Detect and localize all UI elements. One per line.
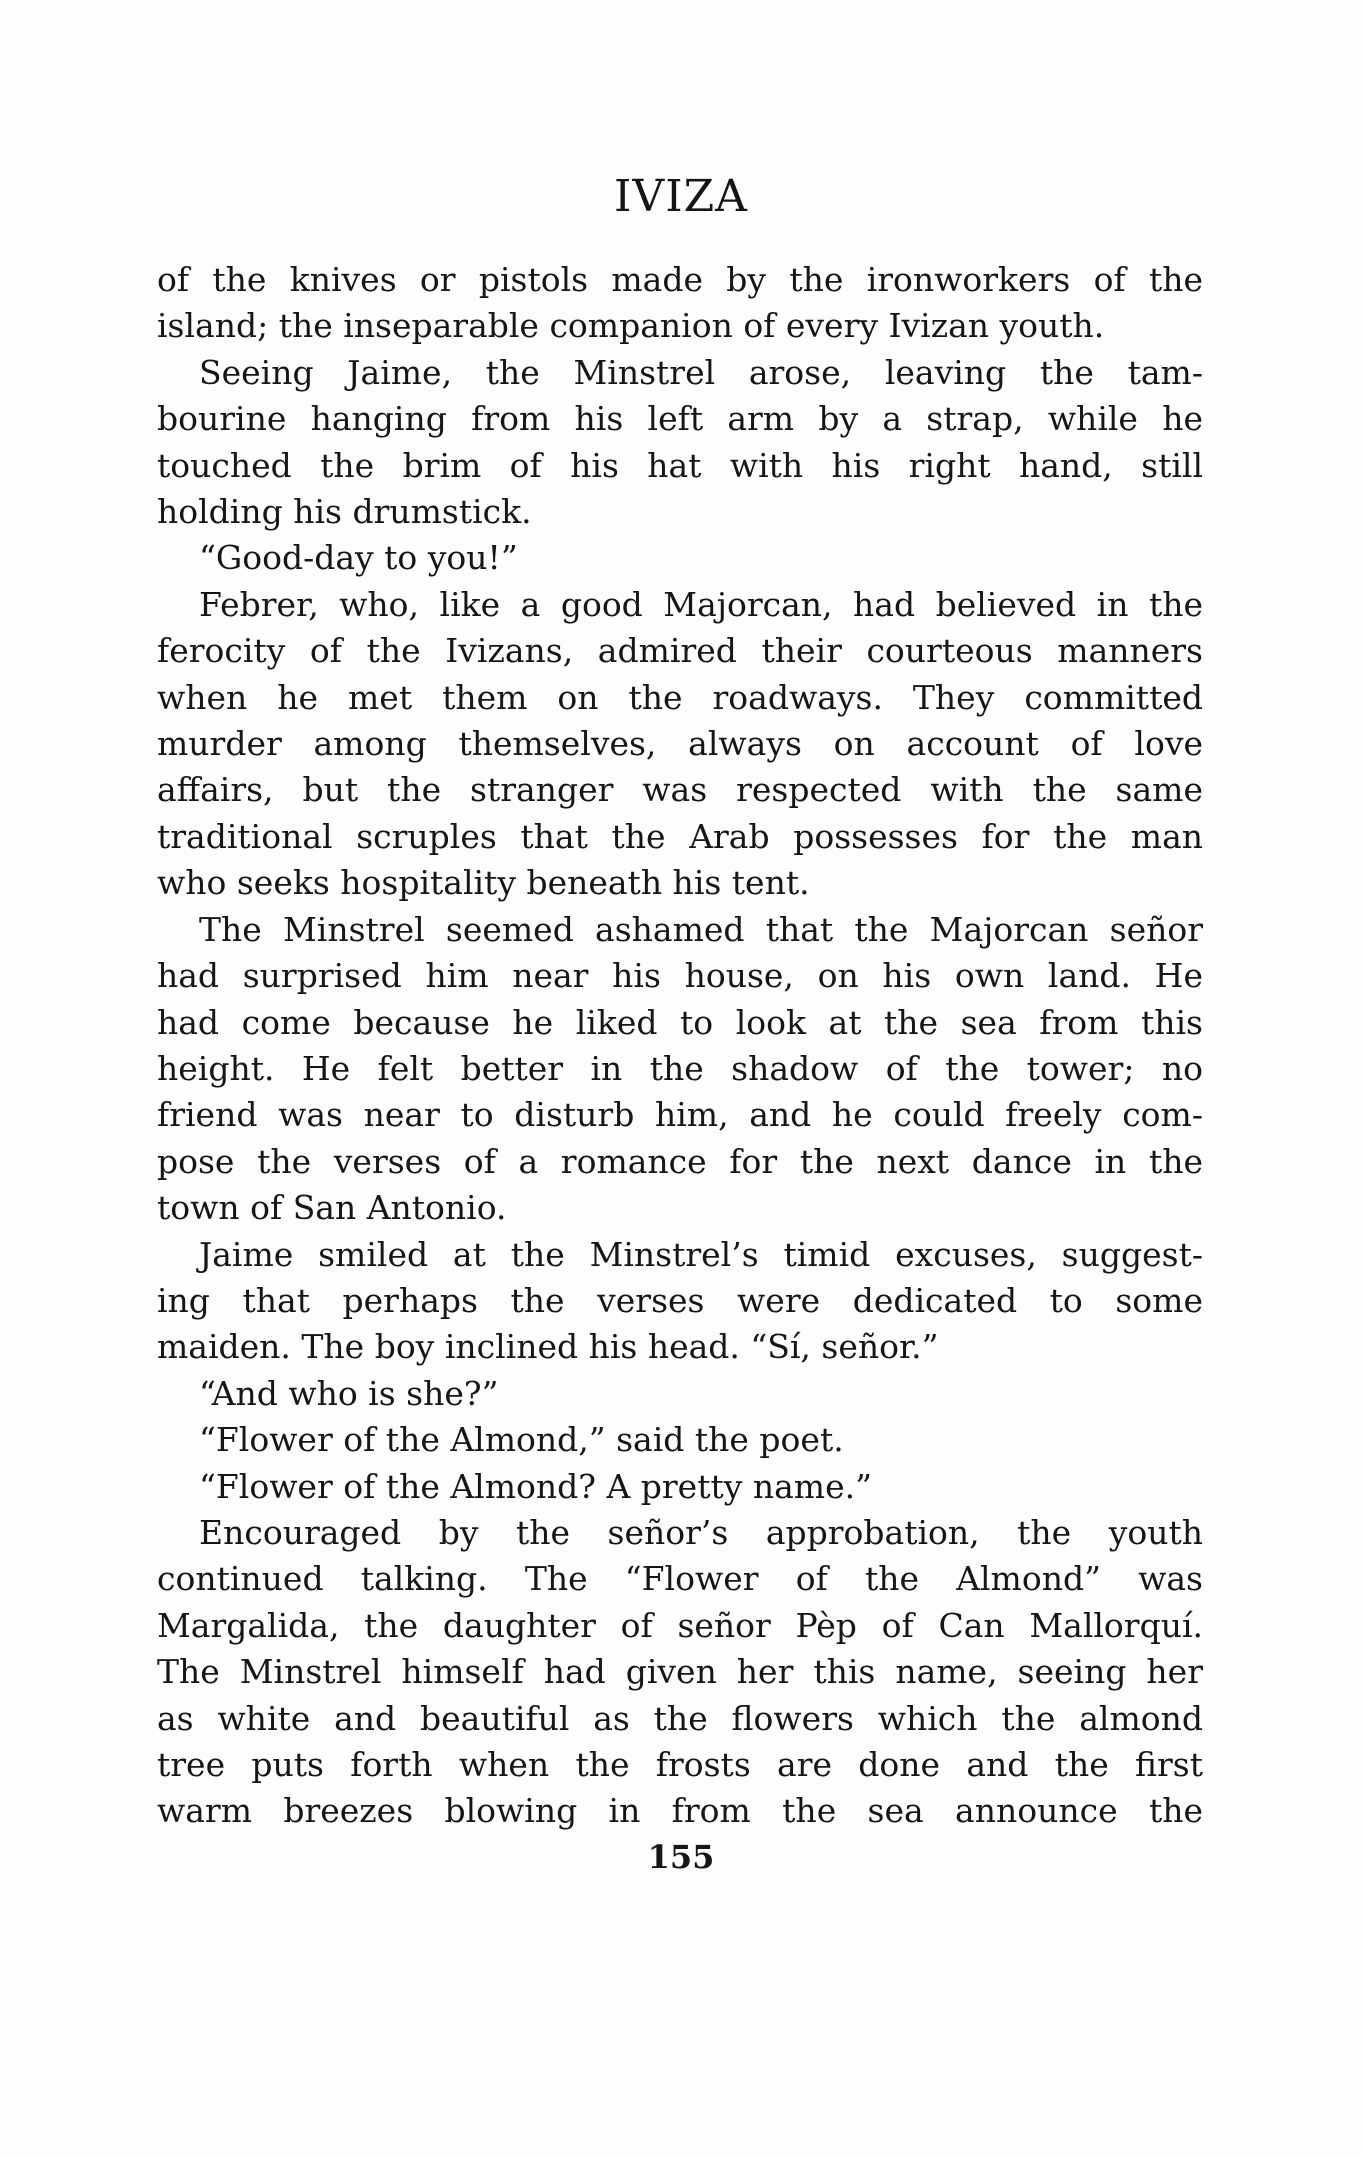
text-line: “And who is she?” bbox=[199, 1373, 499, 1413]
text-line: maiden. The boy inclined his head. “Sí, señor.” bbox=[157, 1327, 939, 1367]
text-line: who seeks hospitality beneath his tent. bbox=[157, 863, 810, 903]
running-head: IVIZA bbox=[614, 171, 748, 222]
text-line: of the knives or pistols made by the ironworkers of the bbox=[157, 260, 1203, 299]
text-line: bourine hanging from his left arm by a strap, while he bbox=[157, 399, 1203, 439]
text-line: The Minstrel seemed ashamed that the Majorcan señor bbox=[199, 909, 1203, 949]
text-line: ing that perhaps the verses were dedicated to some bbox=[157, 1280, 1203, 1320]
text-line: had come because he liked to look at the sea from this bbox=[157, 1002, 1203, 1042]
page-number: 155 bbox=[647, 1838, 715, 1876]
text-line: island; the inseparable companion of every Ivizan youth. bbox=[157, 306, 1105, 346]
text-line: Febrer, who, like a good Majorcan, had believed in the bbox=[199, 584, 1203, 624]
text-line: “Good-day to you!” bbox=[199, 538, 518, 578]
text-line: murder among themselves, always on account of love bbox=[157, 724, 1203, 764]
text-line: as white and beautiful as the flowers which the almond bbox=[157, 1698, 1203, 1738]
text-line: friend was near to disturb him, and he could freely com- bbox=[157, 1095, 1203, 1135]
text-line: Encouraged by the señor’s approbation, the youth bbox=[199, 1512, 1203, 1552]
text-line: height. He felt better in the shadow of the tower; no bbox=[157, 1048, 1203, 1088]
body-text bbox=[157, 257, 1203, 1835]
text-line: had surprised him near his house, on his own land. He bbox=[157, 956, 1203, 996]
text-line: “Flower of the Almond? A pretty name.” bbox=[199, 1466, 872, 1506]
text-line: holding his drumstick. bbox=[157, 492, 532, 532]
text-line: warm breezes blowing in from the sea announce the bbox=[157, 1791, 1203, 1831]
text-line: pose the verses of a romance for the next dance in the bbox=[157, 1141, 1203, 1181]
text-line: ferocity of the Ivizans, admired their courteous manners bbox=[157, 631, 1203, 671]
text-line: “Flower of the Almond,” said the poet. bbox=[199, 1420, 844, 1460]
text-line: touched the brim of his hat with his right hand, still bbox=[157, 445, 1203, 485]
text-line: town of San Antonio. bbox=[157, 1188, 507, 1228]
text-line: The Minstrel himself had given her this name, seeing her bbox=[157, 1652, 1203, 1692]
text-line: when he met them on the roadways. They committed bbox=[157, 677, 1203, 717]
text-line: Jaime smiled at the Minstrel’s timid excuses, suggest- bbox=[199, 1234, 1203, 1274]
text-line: Seeing Jaime, the Minstrel arose, leaving the tam- bbox=[199, 352, 1203, 392]
text-line: traditional scruples that the Arab possesses for the man bbox=[157, 816, 1203, 856]
text-line: continued talking. The “Flower of the Almond” was bbox=[157, 1559, 1203, 1599]
text-line: Margalida, the daughter of señor Pèp of Can Mallorquí. bbox=[157, 1605, 1203, 1645]
text-line: tree puts forth when the frosts are done and the first bbox=[157, 1745, 1203, 1784]
text-line: affairs, but the stranger was respected with the same bbox=[157, 770, 1203, 810]
